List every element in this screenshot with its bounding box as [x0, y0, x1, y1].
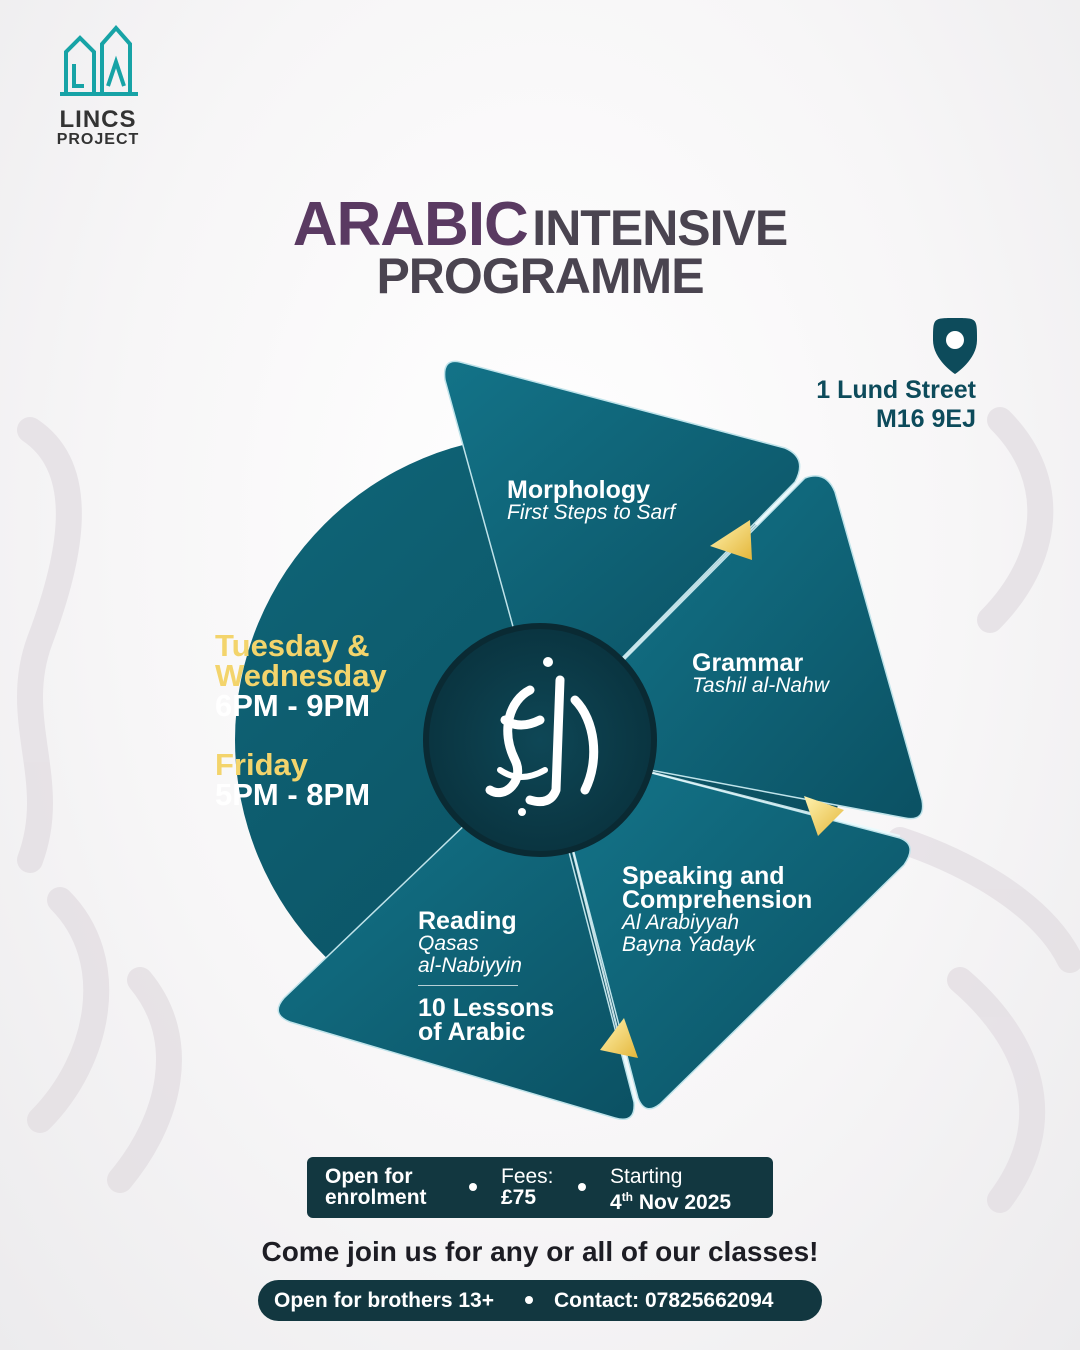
schedule-weekdays: [215, 628, 387, 723]
grammar-title: Grammar: [692, 649, 804, 677]
schedule-friday: [215, 747, 371, 812]
reading-extra2: of Arabic: [418, 1018, 526, 1046]
center-emblem: [426, 626, 654, 854]
contact: Contact: 07825662094: [554, 1289, 774, 1312]
title-part2: INTENSIVE: [532, 200, 788, 256]
speaking-label: [622, 864, 812, 956]
logo-sub: PROJECT: [56, 131, 140, 148]
start-label: Starting: [610, 1165, 683, 1188]
schedule-day2: Wednesday: [215, 658, 387, 693]
fees-value: £75: [501, 1186, 537, 1209]
speaking-book1: Al Arabiyyah: [622, 911, 740, 934]
address-line1: 1 Lund Street: [816, 376, 976, 404]
speaking-title2: Comprehension: [622, 886, 813, 914]
tagline: Come join us for any or all of our classes!: [261, 1236, 819, 1267]
schedule-day1: Tuesday &: [215, 628, 370, 663]
calligraphy-dot: [543, 657, 553, 667]
grammar-label: [692, 651, 829, 697]
enrolment-status: [325, 1166, 427, 1208]
morphology-book: First Steps to Sarf: [507, 501, 676, 524]
calligraphy-dot: [518, 808, 526, 816]
location-address: [816, 376, 976, 434]
speaking-title1: Speaking and: [622, 862, 785, 890]
start-rest: Nov 2025: [638, 1191, 732, 1214]
reading-divider: [418, 985, 518, 986]
start-date: [610, 1166, 731, 1213]
enrol-line1: Open for: [325, 1165, 413, 1188]
audience: Open for brothers 13+: [274, 1289, 494, 1312]
grammar-book: Tashil al-Nahw: [692, 674, 829, 697]
reading-title: Reading: [418, 907, 517, 935]
schedule-time1: 6PM - 9PM: [215, 688, 371, 723]
separator-dot: [578, 1183, 586, 1191]
morphology-label: [507, 478, 675, 524]
lincs-logo-icon: [60, 28, 138, 94]
footer-pill: [258, 1280, 822, 1321]
schedule-day3: Friday: [215, 747, 309, 782]
fees-label: Fees:: [501, 1165, 554, 1188]
separator-dot: [469, 1183, 477, 1191]
separator-dot: [525, 1296, 533, 1304]
morphology-title: Morphology: [507, 476, 651, 504]
enrol-line2: enrolment: [325, 1186, 427, 1209]
reading-book2: al-Nabiyyin: [418, 954, 522, 977]
logo-name: LINCS: [59, 106, 137, 133]
lincs-logo: [48, 104, 148, 148]
reading-extra1: 10 Lessons: [418, 994, 555, 1022]
info-bar: [307, 1157, 773, 1218]
schedule-time2: 5PM - 8PM: [215, 777, 371, 812]
address-line2: M16 9EJ: [875, 405, 976, 433]
title-line2: PROGRAMME: [376, 248, 704, 304]
title-part1: ARABIC: [292, 190, 528, 259]
reading-book1: Qasas: [418, 932, 479, 955]
reading-label: [418, 909, 554, 1044]
start-day: 4: [610, 1191, 622, 1214]
map-pin-icon: [933, 318, 977, 374]
start-sup: th: [621, 1190, 634, 1204]
speaking-book2: Bayna Yadayk: [622, 933, 756, 956]
fees: [501, 1166, 554, 1208]
